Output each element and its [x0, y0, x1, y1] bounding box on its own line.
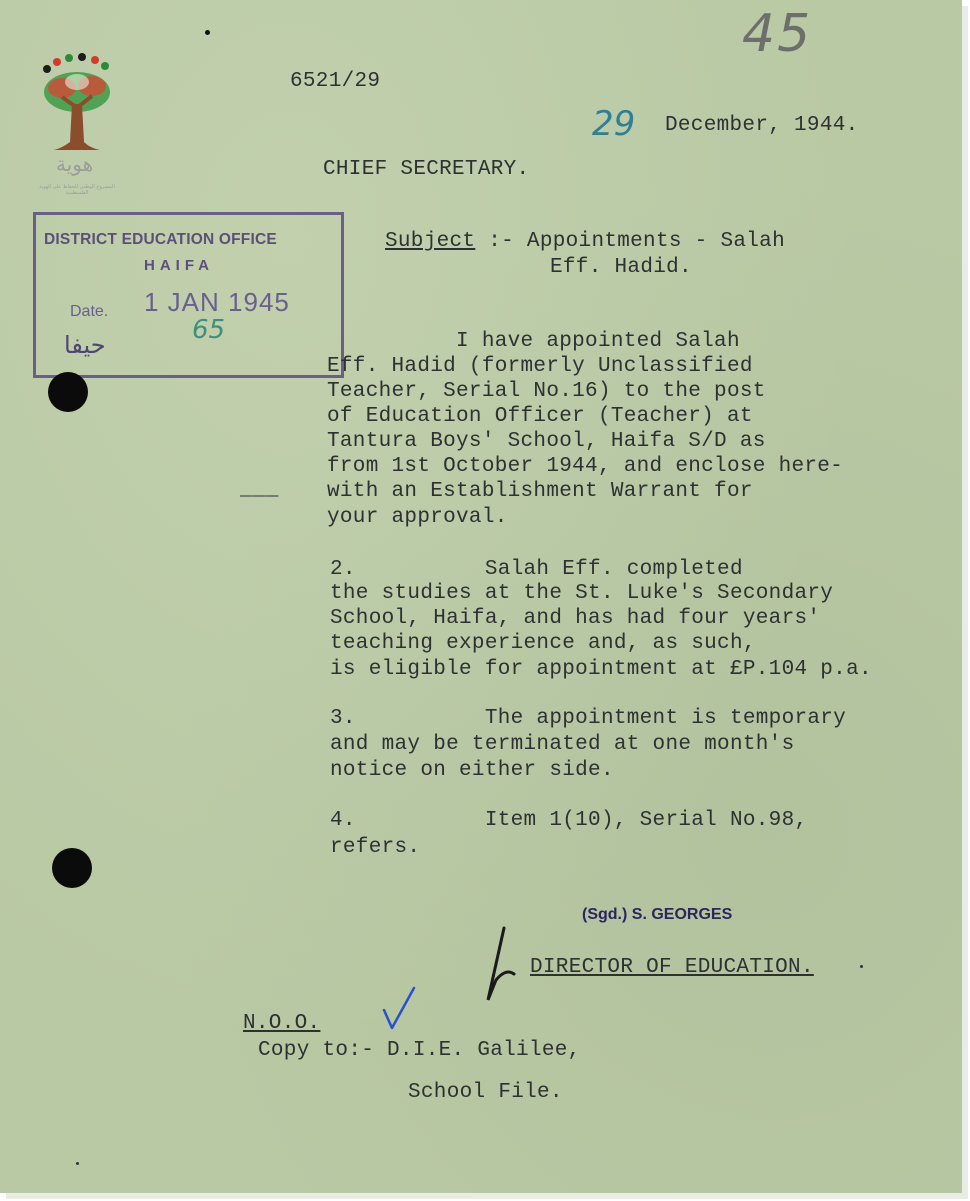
school-file-line: School File. — [408, 1081, 563, 1104]
stamp-date: 1 JAN 1945 — [144, 287, 290, 317]
paragraph2-line: School, Haifa, and has had four years' — [330, 607, 821, 630]
file-reference: 6521/29 — [290, 70, 381, 93]
punch-hole-top — [48, 372, 88, 412]
logo-brand-text: هوية — [56, 152, 94, 176]
margin-dash: ___ — [240, 478, 279, 501]
addressee: CHIEF SECRETARY. — [323, 158, 530, 181]
copy-to-line: Copy to:- D.I.E. Galilee, — [258, 1039, 581, 1062]
handwritten-page-number: 45 — [742, 4, 813, 64]
punch-hole-bottom — [52, 848, 92, 888]
subject-line1: :- Appointments - Salah — [475, 230, 785, 253]
hawiya-logo — [32, 52, 122, 212]
date-day-handwritten: 29 — [592, 104, 636, 144]
ink-speck — [76, 1162, 79, 1165]
paragraph3-line: 3. The appointment is temporary — [330, 707, 847, 730]
ink-speck — [860, 965, 863, 968]
stamp-handwritten-number: 65 — [192, 315, 226, 345]
logo-tagline: المشروع الوطني للحفاظ على الهوية الفلسطينية — [39, 184, 115, 196]
ink-dot — [205, 30, 210, 35]
paragraph1-line: Eff. Hadid (formerly Unclassified — [327, 355, 753, 378]
paragraph1-line: of Education Officer (Teacher) at — [327, 405, 753, 428]
stamp-city: HAIFA — [144, 257, 214, 274]
paragraph1-line: with an Establishment Warrant for — [327, 480, 753, 503]
paragraph1-line: I have appointed Salah — [327, 330, 740, 353]
subject-label: Subject — [385, 230, 476, 253]
paragraph2-line: teaching experience and, as such, — [330, 632, 756, 655]
paragraph2-line: the studies at the St. Luke's Secondary — [330, 582, 834, 605]
paragraph4-line: refers. — [330, 836, 421, 859]
paragraph1-line: Tantura Boys' School, Haifa S/D as — [327, 430, 766, 453]
subject-line2: Eff. Hadid. — [550, 256, 692, 279]
paragraph3-line: notice on either side. — [330, 759, 614, 782]
district-education-office-stamp — [33, 212, 344, 378]
signed-name-stamp: (Sgd.) S. GEORGES — [582, 906, 733, 923]
stamp-arabic-city: حيفا — [64, 332, 106, 359]
signatory-title: DIRECTOR OF EDUCATION. — [530, 956, 814, 979]
blue-checkmark-icon — [380, 984, 420, 1034]
paragraph1-line: from 1st October 1944, and enclose here- — [327, 455, 844, 478]
signature-mark-icon — [478, 924, 528, 1004]
date-text: December, 1944. — [665, 114, 859, 137]
paragraph1-line: Teacher, Serial No.16) to the post — [327, 380, 766, 403]
paragraph4-line: 4. Item 1(10), Serial No.98, — [330, 809, 808, 832]
subject-line — [385, 230, 785, 253]
paragraph3-line: and may be terminated at one month's — [330, 733, 795, 756]
paragraph2-line: 2. Salah Eff. completed — [330, 558, 743, 581]
tree-of-people-icon — [32, 52, 122, 162]
paragraph2-line: is eligible for appointment at £P.104 p.a. — [330, 658, 872, 681]
stamp-title: DISTRICT EDUCATION OFFICE — [44, 231, 277, 248]
noo-label: N.O.O. — [243, 1012, 321, 1035]
paragraph1-line: your approval. — [327, 506, 508, 529]
stamp-date-label: Date. — [70, 303, 109, 320]
